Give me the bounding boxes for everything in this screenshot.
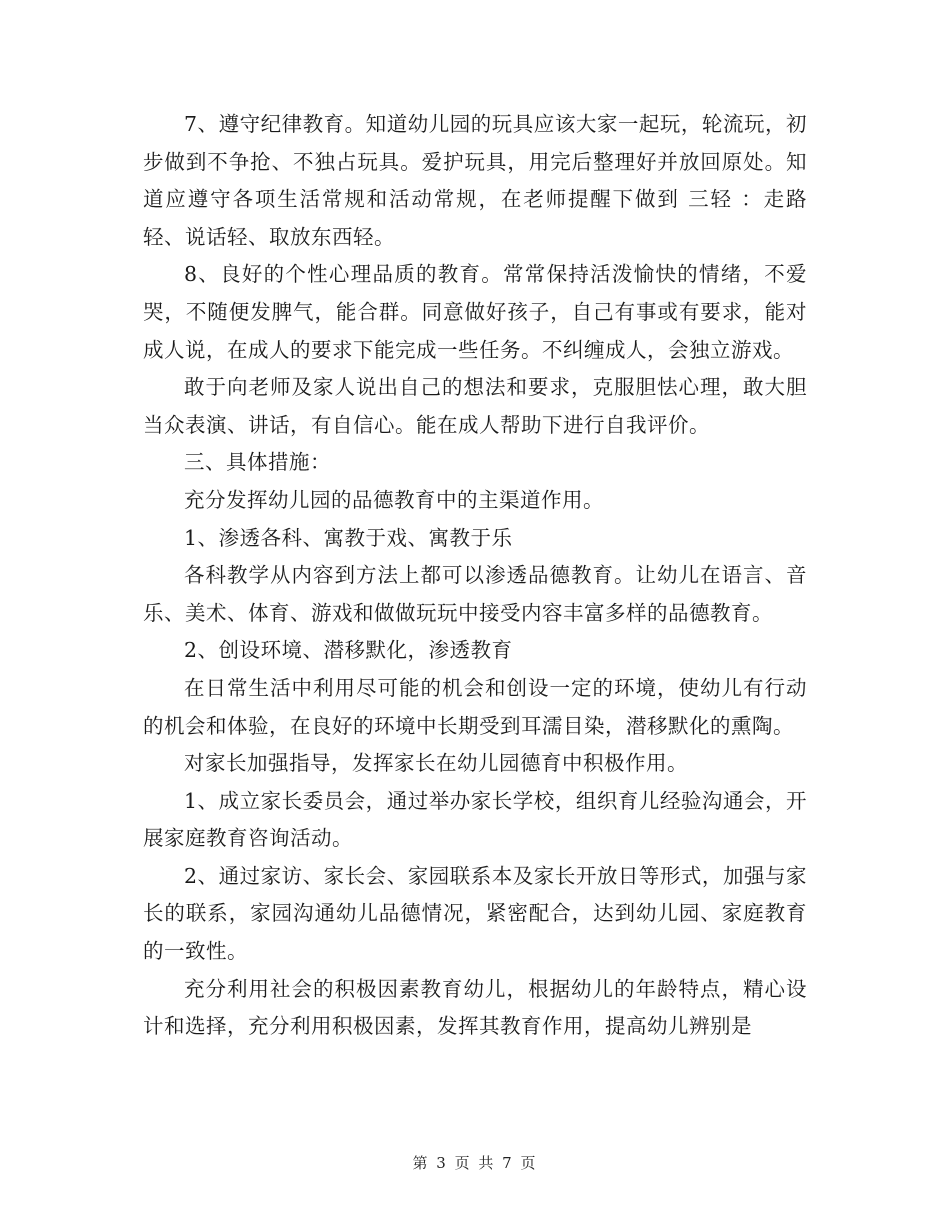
paragraph-social-factors: 充分利用社会的积极因素教育幼儿，根据幼儿的年龄特点，精心设计和选择，充分利用积极因素，发挥其教育作用，提高幼儿辨别是 [143,976,807,1039]
paragraph-subject-teaching: 各科教学从内容到方法上都可以渗透品德教育。让幼儿在语言、音乐、美术、体育、游戏和做做玩玩中接受内容丰富多样的品德教育。 [143,563,807,625]
paragraph-daily-life: 在日常生活中利用尽可能的机会和创设一定的环境，使幼儿有行动的机会和体验，在良好的环境中长期受到耳濡目染，潜移默化的熏陶。 [143,675,807,738]
document-body [143,106,807,1046]
paragraph-item-2-environment: 2、创设环境、潜移默化，渗透教育 [184,638,513,663]
paragraph-parent-committee: 1、成立家长委员会，通过举办家长学校，组织育儿经验沟通会，开展家庭教育咨询活动。 [143,788,807,851]
paragraph-item-1-subjects: 1、渗透各科、寓教于戏、寓教于乐 [184,525,513,550]
page-number-footer: 第 3 页 共 7 页 [412,1154,538,1172]
paragraph-personality-education: 8、良好的个性心理品质的教育。常常保持活泼愉快的情绪，不爱哭，不随便发脾气，能合群。同意做好孩子，自己有事或有要求，能对成人说，在成人的要求下能完成一些任务。不纠缠成人，会独立游戏。 [143,262,807,362]
paragraph-main-channel: 充分发挥幼儿园的品德教育中的主渠道作用。 [184,487,604,512]
paragraph-confidence: 敢于向老师及家人说出自己的想法和要求，克服胆怯心理，敢大胆当众表演、讲话，有自信心。能在成人帮助下进行自我评价。 [143,375,807,437]
paragraph-parent-guidance: 对家长加强指导，发挥家长在幼儿园德育中积极作用。 [184,751,688,776]
paragraph-discipline-education: 7、遵守纪律教育。知道幼儿园的玩具应该大家一起玩，轮流玩，初步做到不争抢、不独占玩具。爱护玩具，用完后整理好并放回原处。知道应遵守各项生活常规和活动常规，在老师提醒下做到 三轻 ：走路轻、说话轻、取放东西轻。 [143,112,807,249]
section-heading-measures: 三、具体措施： [184,450,331,475]
paragraph-home-visits: 2、通过家访、家长会、家园联系本及家长开放日等形式，加强与家长的联系，家园沟通幼儿品德情况，紧密配合，达到幼儿园、家庭教育的一致性。 [143,863,807,964]
